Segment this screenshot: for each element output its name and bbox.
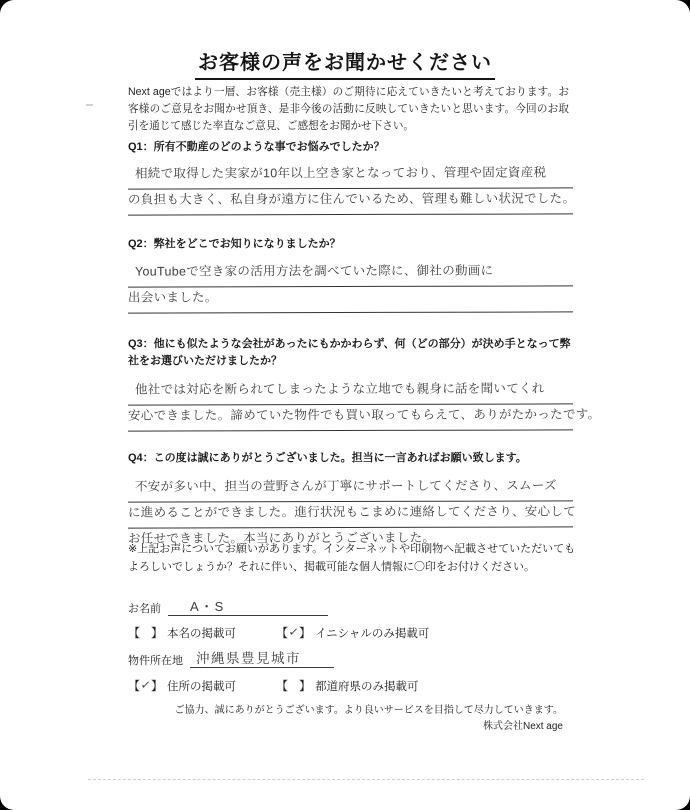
publication-consent-note: ※上記お声についてお願いがあります。インターネットや印刷物へ記載させていただいてもよろしいでしょうか？それに伴い、掲載可能な個人情報に〇印をお付けください。 — [128, 543, 576, 573]
answer-q3 — [127, 379, 601, 431]
form-title-row — [0, 46, 690, 80]
bracket-close: 】 — [299, 679, 312, 693]
bracket-open: 【 — [128, 626, 141, 640]
bracket-close: 】 — [151, 679, 164, 693]
checkbox-label: 住所の掲載可 — [167, 681, 237, 693]
scan-speck — [86, 104, 93, 106]
handwritten-answer-line: の負担も大きく、私自身が遠方に住んでいるため、管理も難しい状況でした。 — [128, 188, 573, 215]
bracket-open: 【 — [276, 626, 289, 640]
checkbox-full-address — [128, 677, 236, 694]
bracket-close: 】 — [151, 626, 164, 640]
checkbox-label: 都道府県のみ掲載可 — [315, 681, 419, 693]
bracket-close: 】 — [299, 626, 312, 640]
bracket-open: 【 — [276, 679, 289, 693]
checkbox-real-name — [128, 624, 236, 641]
bracket-open: 【 — [128, 679, 141, 693]
handwritten-answer-line: に進めることができました。進行状況もこまめに連絡してくださり、安心して — [128, 501, 573, 528]
handwritten-answer-line: 不安が多い中、担当の萱野さんが丁寧にサポートしてくださり、スムーズ — [128, 475, 573, 502]
handwritten-answer-line: 他社では対応を断られてしまったような立地でも親身に話を聞いてくれ — [128, 378, 573, 405]
checkbox-prefecture-only — [276, 677, 419, 694]
question-label-q4: Q4：この度は誠にありがとうございました。担当に一言あればお願い致します。 — [128, 452, 527, 464]
checkbox-label: 本名の掲載可 — [167, 628, 237, 640]
footer-company-name: 株式会社Next age — [482, 720, 563, 732]
checkbox-label: イニシャルのみ掲載可 — [315, 628, 430, 640]
footer-thanks-text: ご協力、誠にありがとうございます。より良いサービスを目指して尽力していきます。 — [174, 705, 563, 716]
name-field-value: A・S — [168, 598, 328, 616]
name-field-label: お名前 — [128, 603, 161, 615]
location-field-row — [128, 650, 334, 668]
check-mark: ✓ — [287, 624, 300, 640]
form-title: お客様の声をお聞かせください — [195, 46, 495, 80]
handwritten-answer-line: 出会いました。 — [128, 286, 573, 313]
check-mark-empty — [288, 688, 299, 689]
footer — [175, 703, 563, 734]
answer-q1 — [127, 163, 576, 215]
location-field-label: 物件所在地 — [128, 655, 183, 667]
name-consent-checkboxes — [128, 624, 429, 641]
check-mark-empty — [140, 635, 151, 636]
location-field-value: 沖縄県豊見城市 — [190, 650, 334, 668]
handwritten-answer-line: 安心できました。諦めていた物件でも買い取ってもらえて、ありがたかったです。 — [128, 404, 573, 431]
intro-paragraph: Next ageではより一層、お客様（売主様）のご期待に応えていきたいと考えております。お客様のご意見をお聞かせ頂き、是非今後の活動に反映していきたいと思います。今回のお取引を通じて感じた率直なご意見、ご感想をお聞かせ下さい。 — [128, 86, 569, 132]
answer-q2 — [128, 261, 573, 313]
name-field-row — [128, 598, 328, 616]
scan-edge-artifact — [88, 779, 644, 780]
checkbox-initials-only — [276, 624, 429, 641]
question-label-q2: Q2：弊社をどこでお知りになりましたか？ — [128, 238, 341, 250]
location-consent-checkboxes — [128, 677, 419, 694]
handwritten-answer-line: 相続で取得した実家が10年以上空き家となっており、管理や固定資産税 — [128, 162, 573, 189]
check-mark: ✓ — [139, 677, 152, 693]
handwritten-answer-line: YouTubeで空き家の活用方法を調べていた際に、御社の動画に — [128, 260, 573, 287]
question-label-q3: Q3：他にも似たような会社があったにもかかわらず、何（どの部分）が決め手となって弊社をお選びいただけましたか？ — [128, 338, 571, 367]
handwritten-answer-line: お任せできました。本当にありがとうございました。 — [127, 530, 436, 546]
question-label-q1: Q1：所有不動産のどのような事でお悩みでしたか？ — [128, 141, 385, 153]
